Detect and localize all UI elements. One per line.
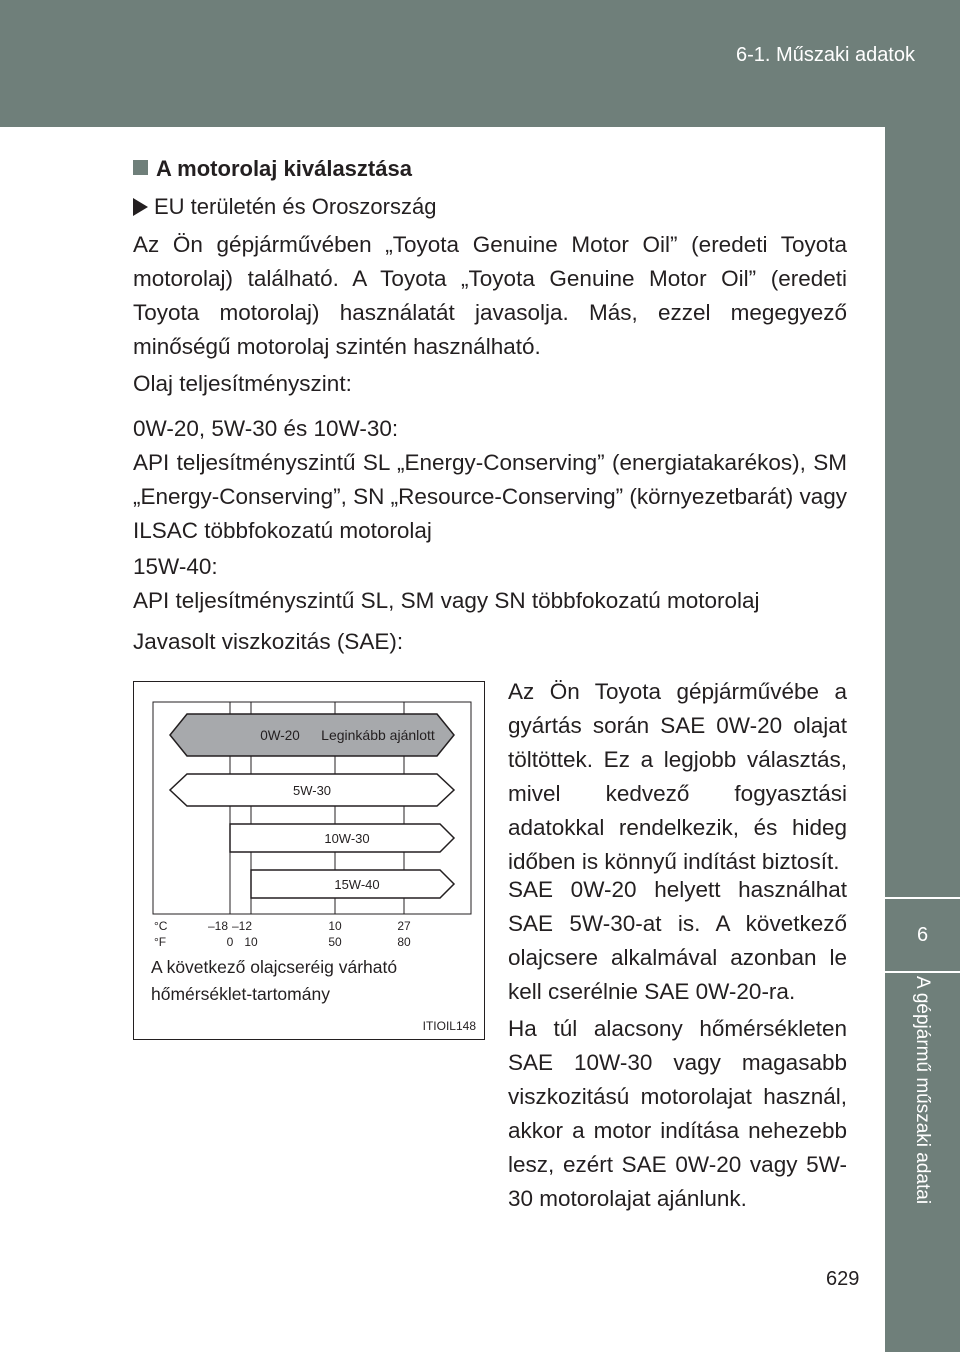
grade-group-1-text: API teljesítményszintű SL „Energy-Conserving” (energiatakarékos), SM „Energy-Conserving”, SN „Resource-Conserving” (környezetbarát) vagy ILSAC többfokozatú motorolaj — [133, 450, 848, 543]
fahrenheit-unit: °F — [154, 935, 167, 949]
figure-code: ITIOIL148 — [422, 1019, 476, 1033]
celsius-tick: 27 — [397, 919, 411, 933]
figure-caption — [151, 954, 397, 1008]
celsius-tick: –12 — [232, 919, 253, 933]
figure-caption-line2: hőmérséklet-tartomány — [151, 984, 330, 1004]
chapter-number: 6 — [885, 897, 960, 973]
grade-group-2-label: 15W-40: — [133, 554, 218, 579]
chapter-label: A gépjármű műszaki adatai — [912, 975, 933, 1205]
grade-label-5w-30: 5W-30 — [292, 783, 332, 798]
square-bullet-icon — [133, 160, 148, 175]
right-paragraph-1: Az Ön Toyota gépjárművébe a gyártás során SAE 0W-20 olajat töltöttek. Ez a legjobb választás, mivel kedvező fogyasztási adatokkal rendelkezik, és hideg időben is könnyű indítást biztosít. — [508, 679, 847, 874]
region-subtitle — [133, 194, 436, 220]
celsius-unit: °C — [154, 919, 168, 933]
celsius-tick: –18 — [207, 919, 228, 933]
triangle-bullet-icon — [133, 198, 148, 216]
grade-label-10w-30: 10W-30 — [324, 831, 370, 846]
right-paragraph-3: Ha túl alacsony hőmérsékleten SAE 10W-30 vagy magasabb viszkozitású motorolajat használ, akkor a motor indítása nehezebb lesz, ezért SAE 0W-20 vagy 5W-30 motorolajat ajánlunk. — [508, 1016, 847, 1211]
grade-label-15w-40: 15W-40 — [334, 877, 380, 892]
celsius-tick: 10 — [328, 919, 342, 933]
right-paragraph-2: SAE 0W-20 helyett használhat SAE 5W-30-at is. A következő olajcsere alkalmával azonban le kell cserélnie SAE 0W-20-ra. — [508, 877, 847, 1004]
viscosity-chart — [133, 681, 485, 1040]
region-text: EU területén és Oroszország — [154, 194, 437, 219]
grade-label-0w-20: 0W-20 — [260, 728, 300, 743]
intro-paragraph: Az Ön gépjárművében „Toyota Genuine Motor Oil” (eredeti Toyota motorolaj) található. A Toyota „Toyota Genuine Motor Oil” (eredeti Toyota motorolaj) használatát javasolja. Más, ezzel megegyező minőségű motorolaj szintén használható. — [133, 232, 847, 359]
fahrenheit-tick: 50 — [328, 935, 342, 949]
fahrenheit-tick: 80 — [397, 935, 411, 949]
section-title-text: A motorolaj kiválasztása — [156, 156, 412, 181]
header-title: 6-1. Műszaki adatok — [736, 44, 915, 66]
oil-performance-label: Olaj teljesítményszint: — [133, 371, 352, 396]
figure-caption-line1: A következő olajcseréig várható — [151, 957, 398, 977]
recommended-label: Leginkább ajánlott — [321, 727, 435, 743]
grade-group-1-label: 0W-20, 5W-30 és 10W-30: — [133, 416, 399, 441]
section-title — [133, 156, 412, 182]
fahrenheit-tick: 10 — [244, 935, 258, 949]
page-header — [0, 0, 960, 127]
viscosity-label: Javasolt viszkozitás (SAE): — [133, 629, 404, 654]
grade-group-2-text: API teljesítményszintű SL, SM vagy SN többfokozatú motorolaj — [133, 588, 760, 613]
fahrenheit-tick: 0 — [226, 935, 234, 949]
page-number: 629 — [826, 1268, 860, 1290]
